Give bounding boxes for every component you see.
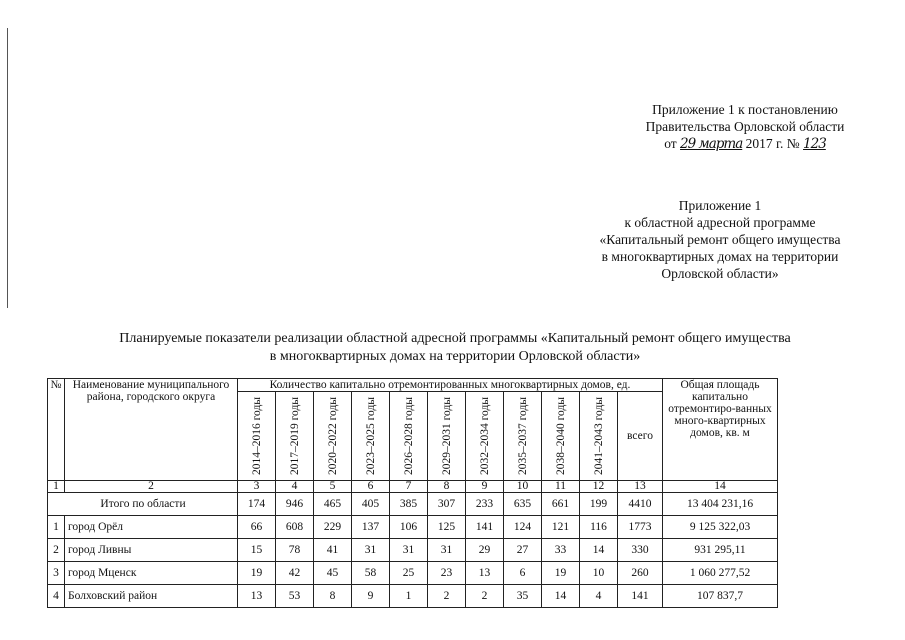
row-value-cell: 233 xyxy=(466,493,504,516)
header-line: Орловской области» xyxy=(661,266,779,281)
row-name-cell: город Мценск xyxy=(65,562,238,585)
row-value-cell: 4410 xyxy=(618,493,663,516)
col-header-period: 2038–2040 годы xyxy=(542,392,580,481)
col-header-period: 2017–2019 годы xyxy=(276,392,314,481)
header-line: Правительства Орловской области xyxy=(645,119,845,134)
col-header-period: 2020–2022 годы xyxy=(314,392,352,481)
row-num-cell: 1 xyxy=(48,516,65,539)
col-header-count-group: Количество капитально отремонтированных многоквартирных домов, ед. xyxy=(238,379,663,392)
row-value-cell: 1 060 277,52 xyxy=(663,562,778,585)
row-value-cell: 14 xyxy=(580,539,618,562)
col-header-period: 2014–2016 годы xyxy=(238,392,276,481)
row-value-cell: 141 xyxy=(618,585,663,608)
row-name-cell: город Ливны xyxy=(65,539,238,562)
row-value-cell: 8 xyxy=(314,585,352,608)
table-row xyxy=(48,516,778,539)
indicators-table xyxy=(47,378,778,608)
document-title xyxy=(60,330,850,366)
col-header-period: 2041–2043 годы xyxy=(580,392,618,481)
resolution-appendix-header xyxy=(600,101,890,153)
table-row xyxy=(48,585,778,608)
row-value-cell: 125 xyxy=(428,516,466,539)
header-line: «Капитальный ремонт общего имущества xyxy=(599,232,841,247)
row-value-cell: 608 xyxy=(276,516,314,539)
row-value-cell: 307 xyxy=(428,493,466,516)
row-value-cell: 2 xyxy=(466,585,504,608)
title-line: Планируемые показатели реализации областной адресной программы «Капитальный ремонт общего имущества xyxy=(119,331,791,346)
column-number-cell: 11 xyxy=(542,481,580,493)
col-header-period: 2035–2037 годы xyxy=(504,392,542,481)
row-value-cell: 42 xyxy=(276,562,314,585)
row-value-cell: 10 xyxy=(580,562,618,585)
row-value-cell: 330 xyxy=(618,539,663,562)
row-value-cell: 14 xyxy=(542,585,580,608)
row-value-cell: 174 xyxy=(238,493,276,516)
row-value-cell: 23 xyxy=(428,562,466,585)
row-value-cell: 385 xyxy=(390,493,428,516)
column-number-cell: 4 xyxy=(276,481,314,493)
table-row xyxy=(48,493,778,516)
column-number-cell: 14 xyxy=(663,481,778,493)
row-value-cell: 13 xyxy=(238,585,276,608)
header-line: Приложение 1 к постановлению xyxy=(652,102,838,117)
row-value-cell: 4 xyxy=(580,585,618,608)
program-appendix-header xyxy=(570,197,870,282)
row-value-cell: 931 295,11 xyxy=(663,539,778,562)
row-value-cell: 19 xyxy=(238,562,276,585)
row-value-cell: 27 xyxy=(504,539,542,562)
header-line: к областной адресной программе xyxy=(624,215,816,230)
date-year: 2017 г. № xyxy=(745,136,800,151)
row-value-cell: 106 xyxy=(390,516,428,539)
col-header-num: № xyxy=(48,379,65,481)
row-value-cell: 53 xyxy=(276,585,314,608)
row-name-cell: Итого по области xyxy=(48,493,238,516)
row-name-cell: Болховский район xyxy=(65,585,238,608)
row-value-cell: 19 xyxy=(542,562,580,585)
scan-margin-line xyxy=(7,28,8,308)
column-number-cell: 10 xyxy=(504,481,542,493)
header-line: в многоквартирных домах на территории xyxy=(601,249,839,264)
col-header-period: 2023–2025 годы xyxy=(352,392,390,481)
header-date-line xyxy=(600,135,890,153)
col-header-name: Наименование муниципального района, городского округа xyxy=(65,379,238,481)
row-value-cell: 25 xyxy=(390,562,428,585)
row-value-cell: 121 xyxy=(542,516,580,539)
row-value-cell: 124 xyxy=(504,516,542,539)
row-value-cell: 116 xyxy=(580,516,618,539)
row-value-cell: 13 404 231,16 xyxy=(663,493,778,516)
col-header-total: всего xyxy=(618,392,663,481)
row-num-cell: 2 xyxy=(48,539,65,562)
table-row xyxy=(48,539,778,562)
column-number-cell: 9 xyxy=(466,481,504,493)
row-value-cell: 635 xyxy=(504,493,542,516)
row-value-cell: 199 xyxy=(580,493,618,516)
column-number-cell: 1 xyxy=(48,481,65,493)
row-value-cell: 29 xyxy=(466,539,504,562)
row-value-cell: 45 xyxy=(314,562,352,585)
row-value-cell: 66 xyxy=(238,516,276,539)
row-value-cell: 58 xyxy=(352,562,390,585)
row-value-cell: 13 xyxy=(466,562,504,585)
header-line: Приложение 1 xyxy=(678,198,762,213)
column-number-cell: 8 xyxy=(428,481,466,493)
row-value-cell: 229 xyxy=(314,516,352,539)
row-value-cell: 31 xyxy=(352,539,390,562)
row-value-cell: 9 xyxy=(352,585,390,608)
column-number-cell: 7 xyxy=(390,481,428,493)
column-number-cell: 13 xyxy=(618,481,663,493)
column-number-cell: 12 xyxy=(580,481,618,493)
col-header-period: 2026–2028 годы xyxy=(390,392,428,481)
title-line: в многоквартирных домах на территории Орловской области» xyxy=(269,349,641,364)
row-name-cell: город Орёл xyxy=(65,516,238,539)
row-value-cell: 1773 xyxy=(618,516,663,539)
column-number-row xyxy=(48,481,778,493)
row-value-cell: 405 xyxy=(352,493,390,516)
row-value-cell: 260 xyxy=(618,562,663,585)
row-value-cell: 2 xyxy=(428,585,466,608)
row-value-cell: 661 xyxy=(542,493,580,516)
date-prefix: от xyxy=(664,136,677,151)
col-header-period: 2029–2031 годы xyxy=(428,392,466,481)
row-value-cell: 9 125 322,03 xyxy=(663,516,778,539)
col-header-area: Общая площадь капитально отремонтиро-ванных много-квартирных домов, кв. м xyxy=(663,379,778,481)
column-number-cell: 6 xyxy=(352,481,390,493)
row-value-cell: 6 xyxy=(504,562,542,585)
row-value-cell: 31 xyxy=(428,539,466,562)
row-value-cell: 35 xyxy=(504,585,542,608)
column-number-cell: 2 xyxy=(65,481,238,493)
table-row xyxy=(48,562,778,585)
row-value-cell: 137 xyxy=(352,516,390,539)
row-value-cell: 15 xyxy=(238,539,276,562)
column-number-cell: 3 xyxy=(238,481,276,493)
row-value-cell: 1 xyxy=(390,585,428,608)
row-value-cell: 141 xyxy=(466,516,504,539)
row-value-cell: 465 xyxy=(314,493,352,516)
row-value-cell: 41 xyxy=(314,539,352,562)
row-num-cell: 4 xyxy=(48,585,65,608)
handwritten-number: 123 xyxy=(803,136,826,152)
handwritten-date: 29 марта xyxy=(680,136,743,152)
row-value-cell: 31 xyxy=(390,539,428,562)
row-value-cell: 78 xyxy=(276,539,314,562)
row-value-cell: 33 xyxy=(542,539,580,562)
row-value-cell: 946 xyxy=(276,493,314,516)
col-header-period: 2032–2034 годы xyxy=(466,392,504,481)
row-value-cell: 107 837,7 xyxy=(663,585,778,608)
row-num-cell: 3 xyxy=(48,562,65,585)
column-number-cell: 5 xyxy=(314,481,352,493)
